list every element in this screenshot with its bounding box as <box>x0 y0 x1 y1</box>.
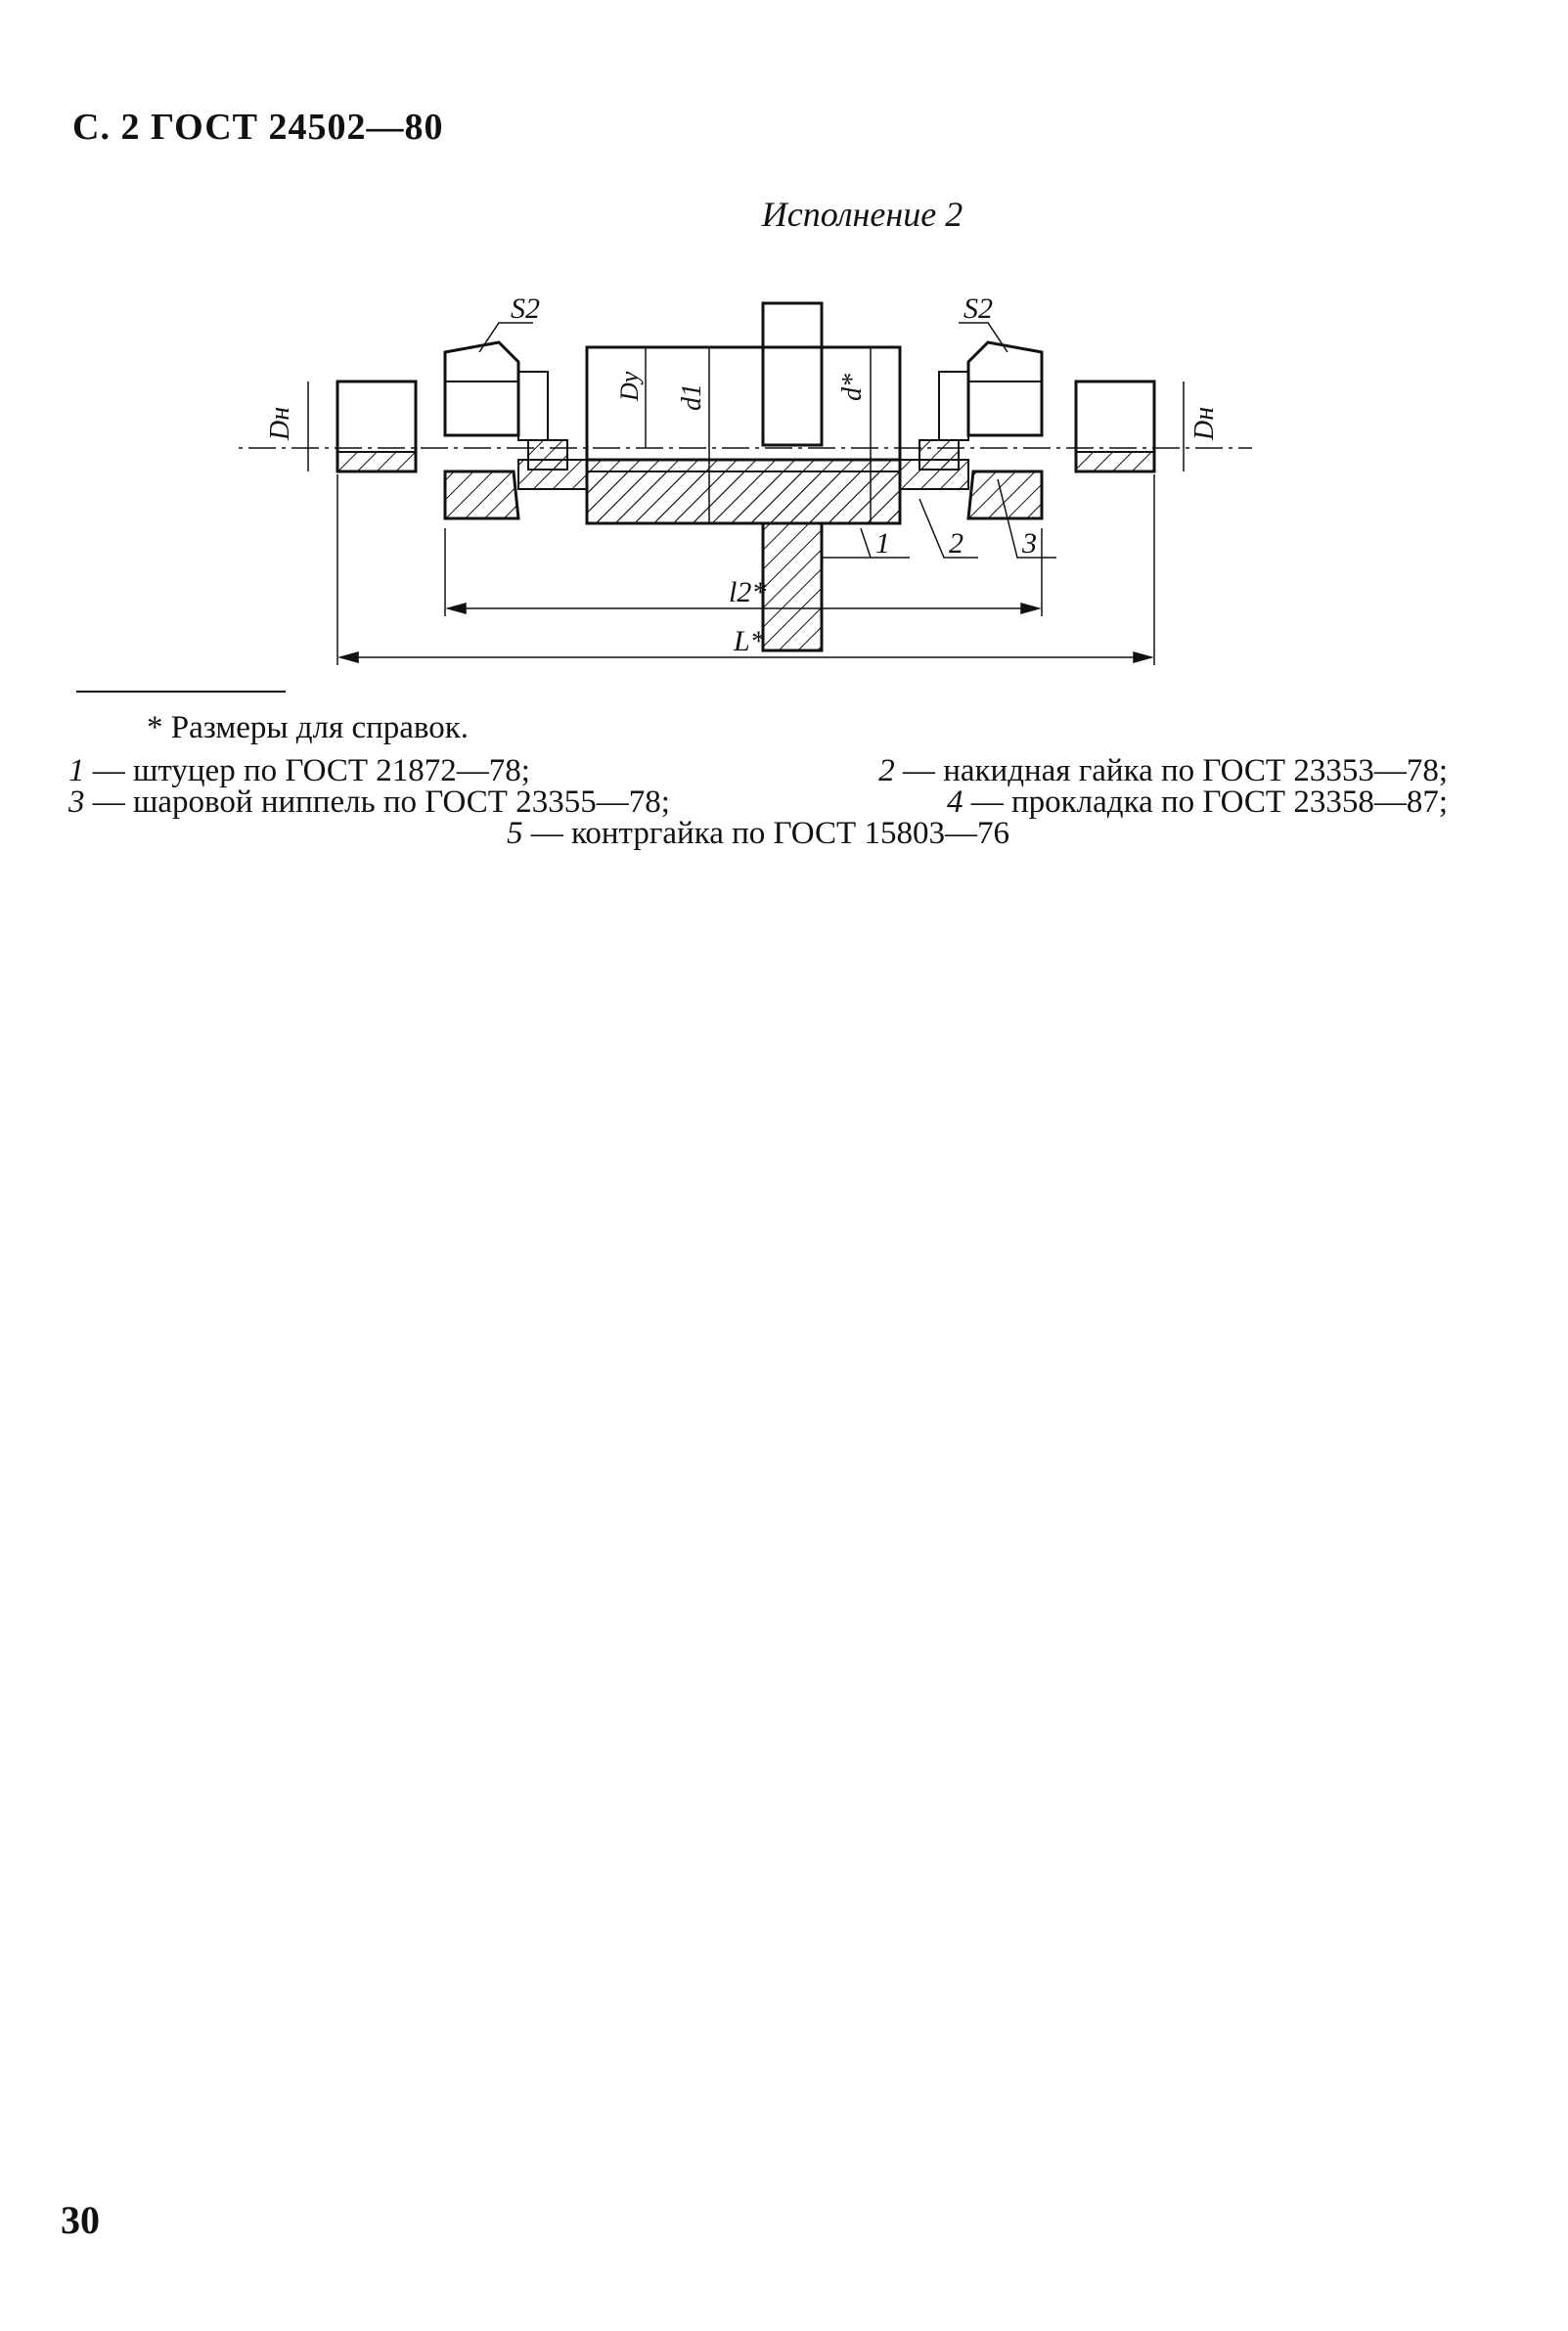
left-pipe <box>337 381 416 471</box>
page-number: 30 <box>61 2198 100 2242</box>
legend-line-3 <box>68 818 1448 849</box>
figure-caption: Исполнение 2 <box>761 195 963 234</box>
label-dn-left: Dн <box>265 406 295 440</box>
left-nut <box>445 342 548 518</box>
label-dn-right: Dн <box>1189 406 1220 440</box>
label-l2-star: l2* <box>729 576 767 608</box>
right-pipe <box>1076 381 1154 471</box>
legend-line-2 <box>68 786 1448 818</box>
label-pos2: 2 <box>949 527 963 560</box>
legend-line-1 <box>68 755 1448 786</box>
label-dy: Dу <box>615 371 644 401</box>
label-d1: d1 <box>677 383 707 411</box>
page-header: С. 2 ГОСТ 24502—80 <box>72 107 444 148</box>
legend-item: 1 — штуцер по ГОСТ 21872—78; <box>68 753 530 788</box>
label-pos3: 3 <box>1022 527 1037 560</box>
technical-drawing <box>235 264 1252 675</box>
label-pos1: 1 <box>875 527 890 560</box>
footnote-rule <box>76 691 286 693</box>
label-s2-right: S2 <box>963 292 993 325</box>
right-nut <box>939 342 1042 518</box>
label-l-star: L* <box>734 625 765 657</box>
legend <box>68 755 1448 849</box>
legend-item: 3 — шаровой ниппель по ГОСТ 23355—78; <box>68 784 670 820</box>
label-d-star: d* <box>837 374 868 401</box>
legend-item: 2 — накидная гайка по ГОСТ 23353—78; <box>878 753 1448 788</box>
legend-item: 4 — прокладка по ГОСТ 23358—87; <box>946 784 1448 820</box>
legend-item: 5 — контргайка по ГОСТ 15803—76 <box>507 816 1009 851</box>
fitting-body <box>518 347 968 523</box>
footnote: * Размеры для справок. <box>147 710 470 745</box>
label-s2-left: S2 <box>511 292 540 325</box>
